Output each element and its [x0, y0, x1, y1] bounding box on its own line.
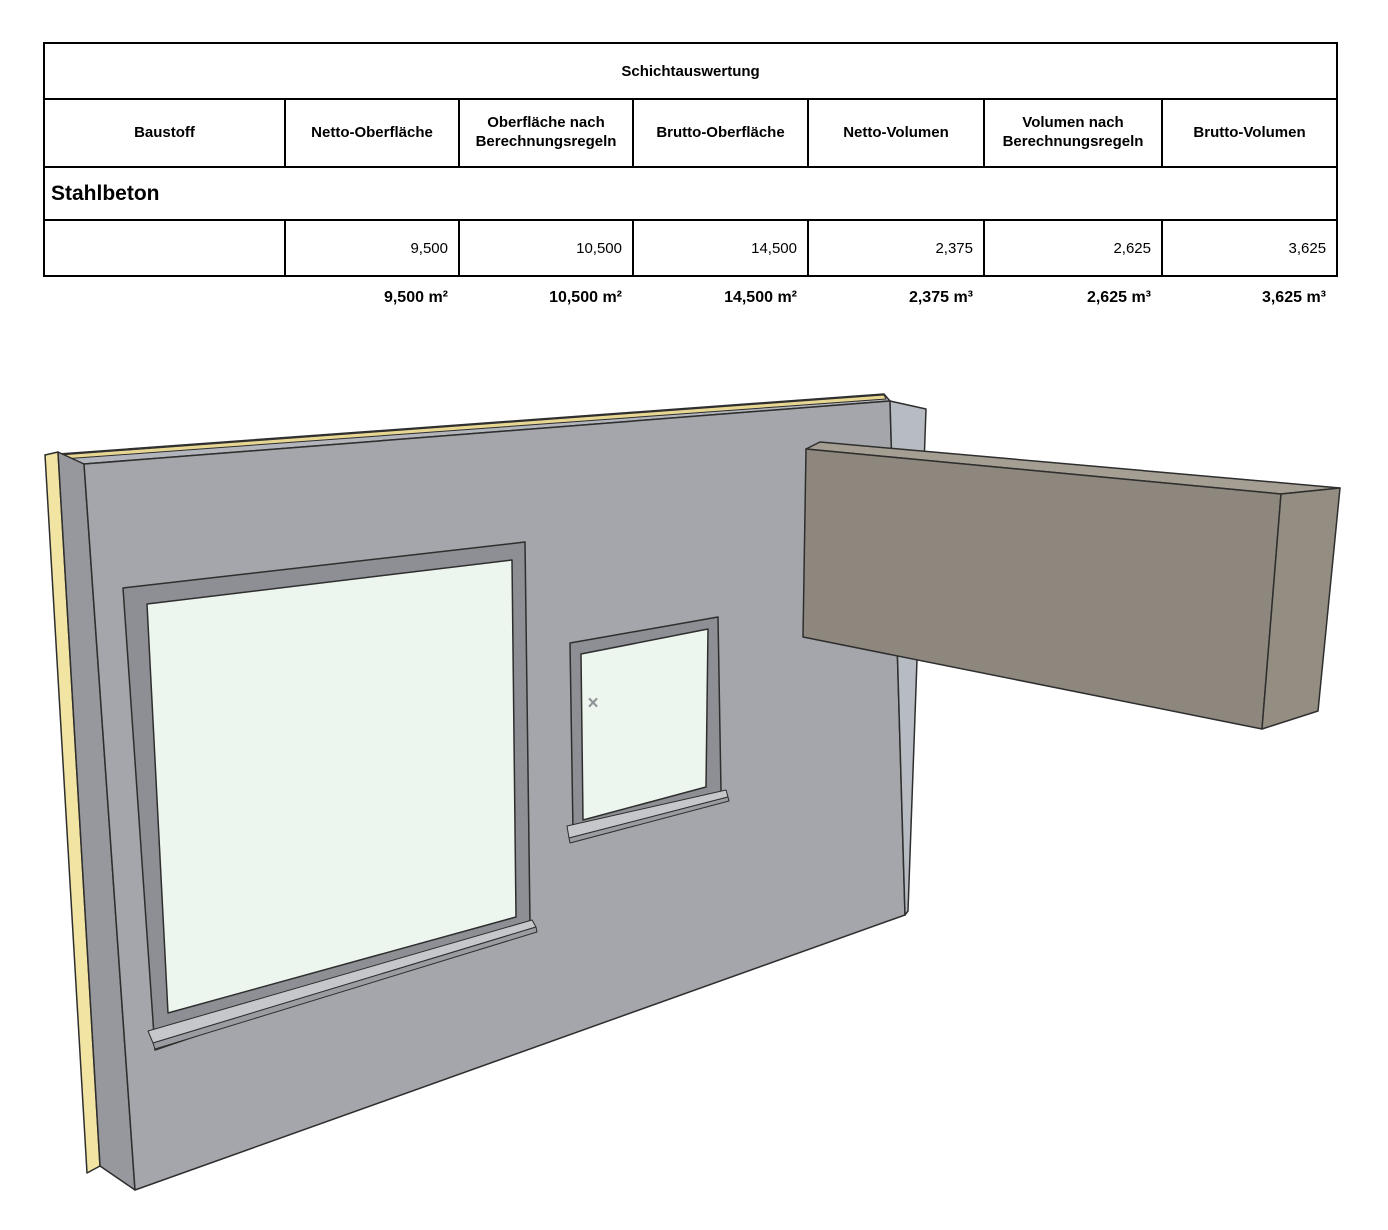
total-cell-brutto-volumen: 3,625 m³: [1261, 289, 1326, 306]
data-row: [44, 220, 1337, 276]
value-cell-netto-oberflaeche: 9,500: [285, 220, 459, 276]
value-cell-brutto-volumen: 3,625: [1162, 220, 1337, 276]
header-cell-netto-oberflaeche: Netto-Oberfläche: [285, 99, 459, 167]
header-cell-netto-volumen: Netto-Volumen: [808, 99, 984, 167]
value-cell-oberflaeche-berechnungsregeln: 10,500: [459, 220, 633, 276]
total-cell-netto-oberflaeche: 9,500 m²: [383, 289, 448, 306]
table-title: Schichtauswertung: [44, 43, 1337, 99]
total-cell-oberflaeche-berechnungsregeln: 10,500 m²: [549, 289, 622, 306]
total-cell-volumen-berechnungsregeln: 2,625 m³: [1086, 289, 1151, 306]
header-cell-brutto-oberflaeche: Brutto-Oberfläche: [633, 99, 808, 167]
value-cell-brutto-oberflaeche: 14,500: [633, 220, 808, 276]
schedule-table-region: [43, 42, 1336, 310]
totals-row: [43, 286, 1336, 310]
total-cell-brutto-oberflaeche: 14,500 m²: [724, 289, 797, 306]
window-opening-mark: ×: [587, 693, 599, 714]
schedule-table: [43, 42, 1338, 277]
value-cell-netto-volumen: 2,375: [808, 220, 984, 276]
total-cell-netto-volumen: 2,375 m³: [908, 289, 973, 306]
value-cell-volumen-berechnungsregeln: 2,625: [984, 220, 1162, 276]
group-row: [44, 167, 1337, 220]
header-cell-baustoff: Baustoff: [44, 99, 285, 167]
header-cell-volumen-berechnungsregeln: Volumen nach Berechnungsregeln: [984, 99, 1162, 167]
total-cell-baustoff: [43, 286, 284, 310]
header-cell-oberflaeche-berechnungsregeln: Oberfläche nach Berechnungsregeln: [459, 99, 633, 167]
title-row: [44, 43, 1337, 99]
header-row: [44, 99, 1337, 167]
window-small-glass: [581, 629, 708, 820]
value-cell-baustoff: [44, 220, 285, 276]
header-cell-brutto-volumen: Brutto-Volumen: [1162, 99, 1337, 167]
group-label: Stahlbeton: [44, 167, 1337, 220]
